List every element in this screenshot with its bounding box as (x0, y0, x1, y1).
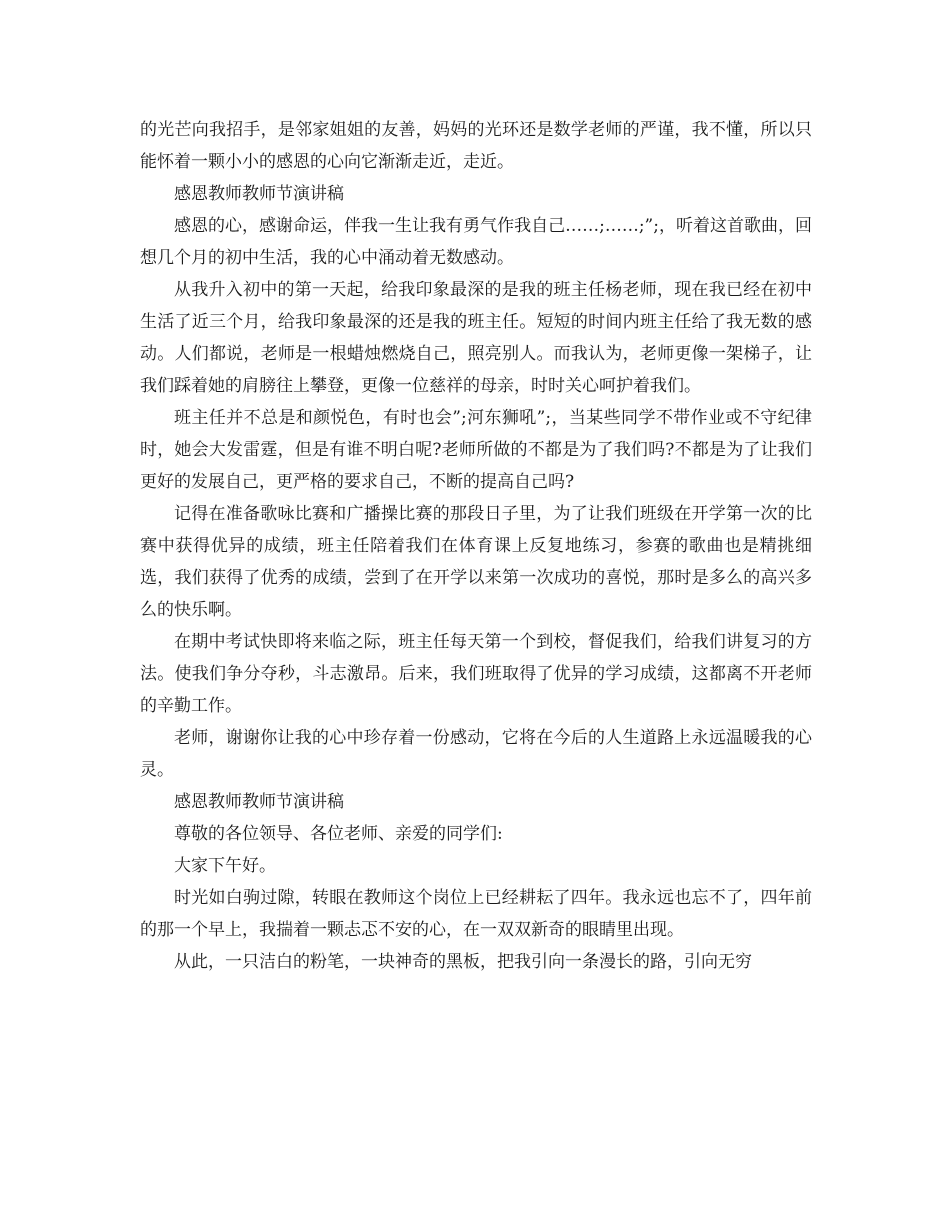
salutation: 尊敬的各位领导、各位老师、亲爱的同学们: (174, 824, 503, 844)
paragraph-continued: 的光芒向我招手，是邻家姐姐的友善，妈妈的光环还是数学老师的严谨，我不懂，所以只能怀着一颗小小的感恩的心向它渐渐走近，走近。 (140, 120, 812, 172)
document-page (140, 114, 812, 978)
paragraph: 在期中考试快即将来临之际，班主任每天第一个到校，督促我们，给我们讲复习的方法。使我们争分夺秒，斗志激昂。后来，我们班取得了优异的学习成绩，这都离不开老师的辛勤工作。 (140, 632, 812, 716)
section-heading: 感恩教师教师节演讲稿 (174, 184, 344, 204)
paragraph: 时光如白驹过隙，转眼在教师这个岗位上已经耕耘了四年。我永远也忘不了，四年前的那一个早上，我揣着一颗忐忑不安的心，在一双双新奇的眼睛里出现。 (140, 888, 812, 940)
paragraph: 从此，一只洁白的粉笔，一块神奇的黑板，把我引向一条漫长的路，引向无穷 (174, 952, 752, 972)
paragraph: 班主任并不总是和颜悦色，有时也会”;河东狮吼”;，当某些同学不带作业或不守纪律时，她会大发雷霆，但是有谁不明白呢?老师所做的不都是为了我们吗?不都是为了让我们更好的发展自己，更严格的要求自己，不断的提高自己吗? (140, 408, 812, 492)
paragraph: 从我升入初中的第一天起，给我印象最深的是我的班主任杨老师，现在我已经在初中生活了近三个月，给我印象最深的还是我的班主任。短短的时间内班主任给了我无数的感动。人们都说，老师是一根蜡烛燃烧自己，照亮别人。而我认为，老师更像一架梯子，让我们踩着她的肩膀往上攀登，更像一位慈祥的母亲，时时关心呵护着我们。 (140, 280, 812, 396)
paragraph: 记得在准备歌咏比赛和广播操比赛的那段日子里，为了让我们班级在开学第一次的比赛中获得优异的成绩，班主任陪着我们在体育课上反复地练习，参赛的歌曲也是精挑细选，我们获得了优秀的成绩，尝到了在开学以来第一次成功的喜悦，那时是多么的高兴多么的快乐啊。 (140, 504, 812, 620)
paragraph: 感恩的心，感谢命运，伴我一生让我有勇气作我自己……;……;”;，听着这首歌曲，回想几个月的初中生活，我的心中涌动着无数感动。 (140, 216, 812, 268)
section-heading: 感恩教师教师节演讲稿 (174, 792, 344, 812)
greeting: 大家下午好。 (174, 856, 276, 876)
paragraph: 老师，谢谢你让我的心中珍存着一份感动，它将在今后的人生道路上永远温暖我的心灵。 (140, 728, 812, 780)
